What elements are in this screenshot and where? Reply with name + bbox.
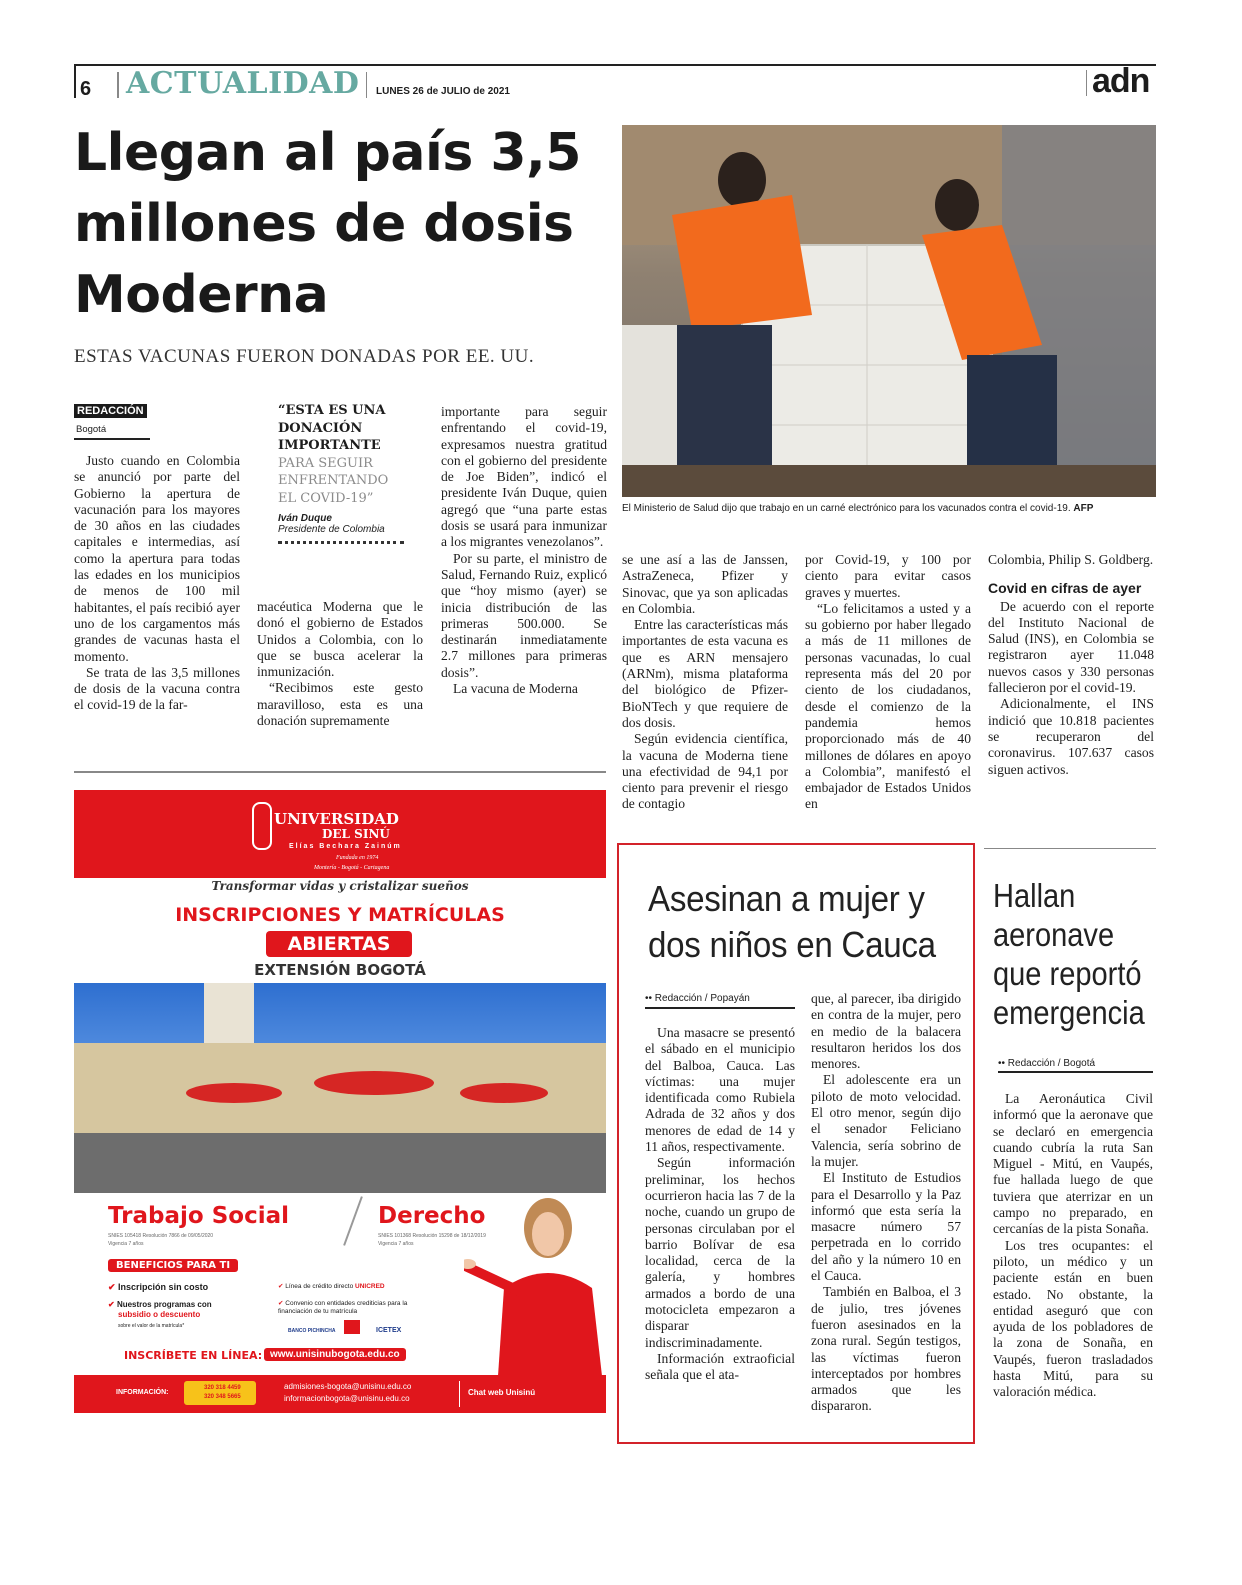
cities: Montería - Bogotá - Cartagena [314, 865, 390, 871]
main-headline: Llegan al país 3,5 millones de dosis Moderna [74, 123, 581, 325]
paragraph: Colombia, Philip S. Goldberg. [988, 552, 1154, 567]
ad-extension: EXTENSIÓN BOGOTÁ [254, 961, 426, 979]
campus-photo [74, 983, 606, 1193]
caption-text: El Ministerio de Salud dijo que trabajo en un carné electrónico para los vacunados contra el covid-19. [622, 503, 1071, 514]
university-name-2: DEL SINÚ [322, 827, 390, 841]
paragraph: “Lo felicitamos a usted y a su gobierno por haber llegado a más de 11 millones de personas vacunadas, lo cual representa más del 20 por ciento de los ciudadanos, desde el comienzo de la pandemia hemos proporcionado más de 40 millones de dólares en apoyo a Colombia”, manifestó el embajador de Estados Unidos en [805, 600, 971, 812]
benefit-text: Nuestros programas con [116, 1300, 212, 1309]
paragraph: Una masacre se presentó el sábado en el municipio del Balboa, Cauca. Las víctimas: una mujer identificada como Rubiela Adrada de 32 años y dos menores de edad de 14 y 11 años, respectivamente. [645, 1025, 795, 1155]
paragraph: “Recibimos este gesto maravilloso, esta es una donación supremamente [257, 680, 423, 729]
pull-quote [278, 402, 404, 544]
paragraph: Justo cuando en Colombia se anunció por parte del Gobierno la apertura de vacunación para los mayores de 30 años en las ciudades capitales e intermedias, así como la apertura para todas las edades en los municipios de menos de 100 mil habitantes, el país recibió ayer uno de los cargamentos más grandes de vacunas hasta el momento. [74, 453, 240, 664]
benefit-text: Línea de crédito directo [285, 1283, 354, 1290]
email-2: informacionbogota@unisinu.edu.co [284, 1394, 410, 1403]
benefit-highlight: subsidio o descuento [118, 1310, 201, 1319]
program-reg: SNIES 105418 Resolución 7866 de 09/05/2020 [108, 1233, 214, 1239]
program-derecho: Derecho [378, 1203, 486, 1229]
story2-col-2 [811, 991, 961, 1415]
photo-caption [622, 503, 1156, 514]
subsection-title: Covid en cifras de ayer [988, 580, 1142, 597]
article-col-5 [805, 552, 971, 813]
issue-date: LUNES 26 de JULIO de 2021 [376, 86, 510, 97]
article-col-1 [74, 453, 240, 714]
ad-slogan: Transformar vidas y cristalizar sueños [211, 879, 469, 893]
quote-author: Iván Duque [278, 513, 332, 524]
program-trabajo-social: Trabajo Social [108, 1203, 289, 1229]
paragraph: Adicionalmente, el INS indició que 10.818 pacientes se recuperaron del coronavirus. 107.637 casos siguen activos. [988, 696, 1154, 777]
benefit-1: ✔ Inscripción sin costo [108, 1282, 209, 1292]
paragraph: La vacuna de Moderna [453, 681, 578, 697]
byline-city: Bogotá [76, 424, 107, 435]
benefit-text: Convenio con entidades crediticias para la financiación de tu matrícula [278, 1300, 408, 1315]
paragraph: Información extraoficial señala que el ata- [645, 1350, 795, 1383]
quote-light: PARA SEGUIR ENFRENTANDO EL COVID-19” [278, 455, 389, 506]
brand-logo: adn [1092, 62, 1150, 100]
subheadline: ESTAS VACUNAS FUERON DONADAS POR EE. UU. [74, 346, 535, 367]
founder: Elías Bechara Zainúm [289, 843, 402, 850]
footer-divider [459, 1381, 460, 1407]
paragraph: que, al parecer, iba dirigido en contra de la mujer, pero en medio de la balacera resultaron heridos los dos menores. [811, 991, 961, 1072]
paragraph: El Instituto de Estudios para el Desarrollo y la Paz informó que esta sería la masacre número 57 perpetrada en lo corrido del año y la número 10 en el Cauca. [811, 1170, 961, 1284]
benefit-text: Inscripción sin costo [118, 1282, 209, 1292]
paragraph: se une así a las de Janssen, AstraZeneca, Pfizer y Sinovac, que ya son aplicadas en Colombia. [622, 552, 788, 616]
quote-bold: “ESTA ES UNA DONACIÓN IMPORTANTE [278, 403, 386, 453]
vaccine-photo [622, 125, 1156, 497]
woman-photo [464, 1198, 606, 1376]
paragraph: La Aeronáutica Civil informó que la aeronave que se declaró en emergencia cuando cubría la ruta San Miguel - Mitú, en Vaupés, fue hallada luego de que tuviera que aterrizar en un campo no preparado, en cercanías de la pista Sonaña. [993, 1091, 1153, 1237]
paragraph: Según evidencia científica, la vacuna de Moderna tiene una efectividad de 94,1 por ciento para prevenir el riesgo de contagio [622, 731, 788, 812]
university-logo-icon [252, 802, 272, 850]
benefits-title: BENEFICIOS PARA TI [108, 1259, 238, 1272]
paragraph: Según información preliminar, los hechos ocurrieron hacia las 7 de la noche, cuando un grupo de personas circulaban por el barrio Bolívar de esa localidad, cerca de la galería, y hombres armados a bordo de una motocicleta empezaron a disparar indiscriminadamente. [645, 1155, 795, 1350]
story3-col [993, 1091, 1153, 1401]
benefit-3: ✔ Línea de crédito directo UNICRED [278, 1283, 385, 1290]
ad-badge: ABIERTAS [266, 931, 412, 957]
paragraph: Entre las características más importantes de esta vacuna es que es ARN mensajero (ARNm), misma plataforma del biológico de Pfizer-BioNTech y que requiere de dos dosis. [622, 617, 788, 730]
phone-2: 320 348 5665 [204, 1394, 241, 1400]
benefit-2: ✔ Nuestros programas con subsidio o descuento sobre el valor de la matrícula* [108, 1300, 212, 1329]
phone-1: 320 318 4459 [204, 1385, 241, 1391]
ad-header [74, 790, 606, 878]
paragraph: importante para seguir enfrentando el covid-19, expresamos nuestra gratitud con el gobierno del presidente de Joe Biden”, indicó el presidente Iván Duque, quien agregó que “una parte estas dosis se usará para inmunizar a los migrantes venezolanos”. [441, 404, 607, 550]
article-col-6 [988, 552, 1154, 778]
university-ad [74, 790, 606, 1413]
email-box [284, 1381, 411, 1405]
cta-label: INSCRÍBETE EN LÍNEA: [124, 1349, 263, 1362]
story2-headline: Asesinan a mujer y dos niños en Cauca [648, 878, 936, 965]
article-col-3 [441, 404, 607, 697]
ad-footer [74, 1375, 606, 1413]
ad-headline: INSCRIPCIONES Y MATRÍCULAS [175, 904, 505, 926]
phone-box [184, 1381, 256, 1405]
paragraph: macéutica Moderna que le donó el gobierno de Estados Unidos a Colombia, con lo que se busca acelerar la inmunización. [257, 599, 423, 680]
story2-col-1 [645, 1025, 795, 1384]
benefit-4: ✔ Convenio con entidades crediticias para la financiación de tu matrícula [278, 1300, 408, 1315]
paragraph: El adolescente era un piloto de moto velocidad. El otro menor, según dijo el senador Feliciano Valencia, sería sobrino de la mujer. [811, 1072, 961, 1169]
founded: Fundada en 1974 [336, 855, 379, 861]
paragraph: por Covid-19, y 100 por ciento para evitar casos graves y muertes. [805, 552, 971, 600]
bank-logo: BANCO PICHINCHA [288, 1328, 336, 1334]
story3-headline: Hallan aeronave que reportó emergencia [993, 877, 1145, 1031]
quote-role: Presidente de Colombia [278, 524, 385, 535]
university-name: UNIVERSIDAD [274, 810, 399, 828]
dotted-rule [278, 541, 404, 544]
article-col-2 [257, 599, 423, 729]
program-reg: SNIES 101368 Resolución 15298 de 18/12/2019 [378, 1233, 486, 1239]
page-number: 6 [80, 78, 92, 100]
byline-text: Redacción / Bogotá [1007, 1058, 1096, 1069]
article-col-4 [622, 552, 788, 813]
ad-url-link[interactable]: www.unisinubogota.edu.co [264, 1348, 406, 1361]
program-vig: Vigencia 7 años [378, 1241, 414, 1247]
icetex-logo: ICETEX [376, 1327, 402, 1334]
program-vig: Vigencia 7 años [108, 1241, 144, 1247]
story3-byline: •• Redacción / Bogotá [998, 1058, 1096, 1069]
paragraph: Se trata de las 3,5 millones de dosis de la vacuna contra el covid-19 de la far- [74, 664, 240, 713]
benefit-note: sobre el valor de la matrícula* [118, 1323, 185, 1329]
paragraph: De acuerdo con el reporte del Instituto Nacional de Salud (INS), en Colombia se registraron ayer 11.048 nuevos casos y 330 personas fallecieron por el covid-19. [988, 598, 1154, 696]
bank-logo-2-icon [344, 1320, 360, 1334]
photo-credit: AFP [1073, 503, 1094, 514]
paragraph: También en Balboa, el 3 de julio, tres jóvenes fueron asesinados en la zona rural. Según testigos, las víctimas fueron interceptados por hombres armados que les dispararon. [811, 1284, 961, 1414]
email-1: admisiones-bogota@unisinu.edu.co [284, 1382, 412, 1391]
paragraph: Los tres ocupantes: el piloto, un médico y un paciente están en buen estado. No obstante, la entidad aseguró que con ayuda de los pobladores de la zona de Sonaña, en Vaupés, fueron trasladados hasta Mitú, para su valoración médica. [993, 1237, 1153, 1400]
section-label: ACTUALIDAD [126, 66, 360, 101]
story2-byline: •• Redacción / Popayán [645, 993, 750, 1004]
byline-label: REDACCIÓN [74, 404, 147, 418]
benefit-highlight: UNICRED [355, 1283, 385, 1290]
byline-text: Redacción / Popayán [654, 993, 750, 1004]
paragraph: Por su parte, el ministro de Salud, Fernando Ruiz, explicó que “hoy mismo (ayer) se inicia distribución de las primeras 500.000. Se destinarán inmediatamente 2.7 millones para primeras dosis”. [441, 550, 607, 680]
chat-link[interactable]: Chat web Unisinú [468, 1388, 536, 1397]
divider-slash [343, 1196, 363, 1246]
info-label: INFORMACIÓN: [116, 1389, 169, 1396]
